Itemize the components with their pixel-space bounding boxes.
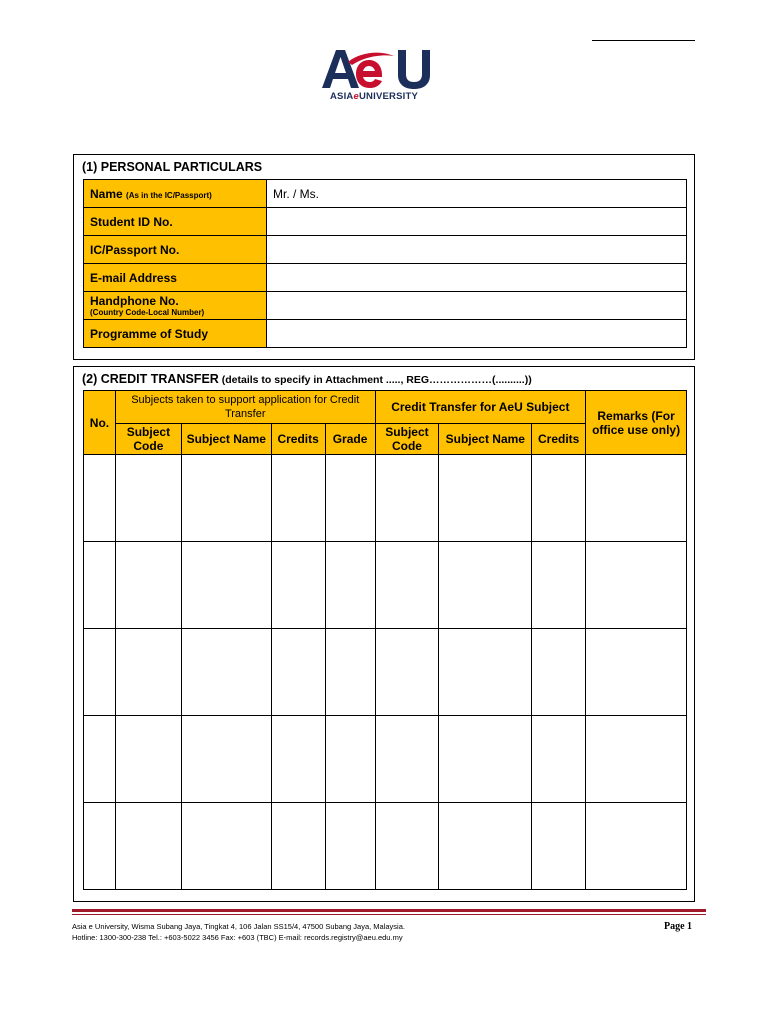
aeu-subject-name-cell[interactable]	[439, 455, 532, 542]
aeu-credits-cell[interactable]	[532, 803, 586, 890]
table-row	[84, 716, 687, 803]
header-subject-name: Subject Name	[181, 424, 271, 455]
subject-code-cell[interactable]	[115, 803, 181, 890]
remarks-cell[interactable]	[586, 803, 687, 890]
email-label: E-mail Address	[84, 264, 267, 292]
row-ic-passport	[84, 236, 687, 264]
handphone-note: (Country Code-Local Number)	[90, 308, 205, 317]
grade-cell[interactable]	[325, 803, 375, 890]
row-email	[84, 264, 687, 292]
aeu-logo	[320, 48, 436, 104]
header-no: No.	[84, 391, 116, 455]
programme-label: Programme of Study	[84, 320, 267, 348]
grade-cell[interactable]	[325, 455, 375, 542]
aeu-credits-cell[interactable]	[532, 542, 586, 629]
subject-name-cell[interactable]	[181, 803, 271, 890]
header-grade: Grade	[325, 424, 375, 455]
aeu-subject-name-cell[interactable]	[439, 716, 532, 803]
aeu-subject-code-cell[interactable]	[375, 803, 439, 890]
aeu-subject-code-cell[interactable]	[375, 542, 439, 629]
header-aeu-credits: Credits	[532, 424, 586, 455]
grade-cell[interactable]	[325, 716, 375, 803]
header-credit-transfer-aeu: Credit Transfer for AeU Subject	[375, 391, 586, 424]
header-subjects-taken: Subjects taken to support application for Credit Transfer	[115, 391, 375, 424]
handphone-label: Handphone No.	[90, 294, 179, 308]
student-id-label: Student ID No.	[84, 208, 267, 236]
remarks-cell[interactable]	[586, 716, 687, 803]
programme-field[interactable]	[267, 320, 687, 348]
personal-particulars-title: (1) PERSONAL PARTICULARS	[82, 160, 263, 174]
credits-cell[interactable]	[271, 629, 325, 716]
credits-cell[interactable]	[271, 455, 325, 542]
subject-code-cell[interactable]	[115, 542, 181, 629]
header-aeu-subject-name: Subject Name	[439, 424, 532, 455]
subject-code-cell[interactable]	[115, 716, 181, 803]
row-programme	[84, 320, 687, 348]
signature-line	[592, 40, 695, 41]
subject-name-cell[interactable]	[181, 716, 271, 803]
personal-particulars-table	[83, 179, 687, 348]
no-cell[interactable]	[84, 716, 116, 803]
aeu-credits-cell[interactable]	[532, 716, 586, 803]
handphone-field[interactable]	[267, 292, 687, 320]
credits-cell[interactable]	[271, 803, 325, 890]
student-id-field[interactable]	[267, 208, 687, 236]
footer-divider-thick	[72, 909, 706, 912]
aeu-credits-cell[interactable]	[532, 629, 586, 716]
credit-transfer-section	[73, 366, 695, 902]
row-student-id	[84, 208, 687, 236]
aeu-subject-name-cell[interactable]	[439, 803, 532, 890]
page-number: Page 1	[664, 921, 693, 932]
row-name	[84, 180, 687, 208]
name-field[interactable]: Mr. / Ms.	[267, 180, 687, 208]
name-note: (As in the IC/Passport)	[126, 190, 212, 200]
grade-cell[interactable]	[325, 629, 375, 716]
credit-transfer-title	[82, 372, 532, 386]
header-aeu-subject-code: Subject Code	[375, 424, 439, 455]
header-subject-code: Subject Code	[115, 424, 181, 455]
email-field[interactable]	[267, 264, 687, 292]
credit-transfer-title-details: (details to specify in Attachment ....., REG………………(..........))	[218, 374, 532, 386]
logo-subtitle: ASIAeUNIVERSITY	[330, 91, 418, 102]
remarks-cell[interactable]	[586, 542, 687, 629]
aeu-subject-name-cell[interactable]	[439, 542, 532, 629]
header-remarks: Remarks (For office use only)	[586, 391, 687, 455]
table-row	[84, 629, 687, 716]
footer-divider-thin	[72, 914, 706, 915]
credits-cell[interactable]	[271, 542, 325, 629]
aeu-subject-code-cell[interactable]	[375, 629, 439, 716]
table-row	[84, 542, 687, 629]
no-cell[interactable]	[84, 803, 116, 890]
footer-address-line: Asia e University, Wisma Subang Jaya, Tingkat 4, 106 Jalan SS15/4, 47500 Subang Jaya, Malaysia.	[72, 922, 405, 931]
ic-passport-label: IC/Passport No.	[84, 236, 267, 264]
name-label: Name	[90, 186, 123, 201]
aeu-logo-mark	[320, 48, 436, 90]
remarks-cell[interactable]	[586, 455, 687, 542]
row-handphone	[84, 292, 687, 320]
credit-transfer-title-main: (2) CREDIT TRANSFER	[82, 372, 219, 386]
credit-transfer-rows	[84, 455, 687, 890]
subject-name-cell[interactable]	[181, 455, 271, 542]
subject-code-cell[interactable]	[115, 455, 181, 542]
no-cell[interactable]	[84, 629, 116, 716]
subject-code-cell[interactable]	[115, 629, 181, 716]
no-cell[interactable]	[84, 542, 116, 629]
remarks-cell[interactable]	[586, 629, 687, 716]
credit-transfer-table	[83, 390, 687, 890]
subject-name-cell[interactable]	[181, 542, 271, 629]
footer-contact-line: Hotline: 1300-300-238 Tel.: +603-5022 3456 Fax: +603 (TBC) E-mail: records.registry@aeu.edu.my	[72, 933, 403, 942]
aeu-subject-code-cell[interactable]	[375, 716, 439, 803]
header-credits: Credits	[271, 424, 325, 455]
subject-name-cell[interactable]	[181, 629, 271, 716]
ic-passport-field[interactable]	[267, 236, 687, 264]
grade-cell[interactable]	[325, 542, 375, 629]
aeu-subject-name-cell[interactable]	[439, 629, 532, 716]
footer-address	[72, 921, 405, 943]
table-row	[84, 455, 687, 542]
no-cell[interactable]	[84, 455, 116, 542]
aeu-credits-cell[interactable]	[532, 455, 586, 542]
personal-particulars-section	[73, 154, 695, 360]
aeu-subject-code-cell[interactable]	[375, 455, 439, 542]
credits-cell[interactable]	[271, 716, 325, 803]
table-row	[84, 803, 687, 890]
